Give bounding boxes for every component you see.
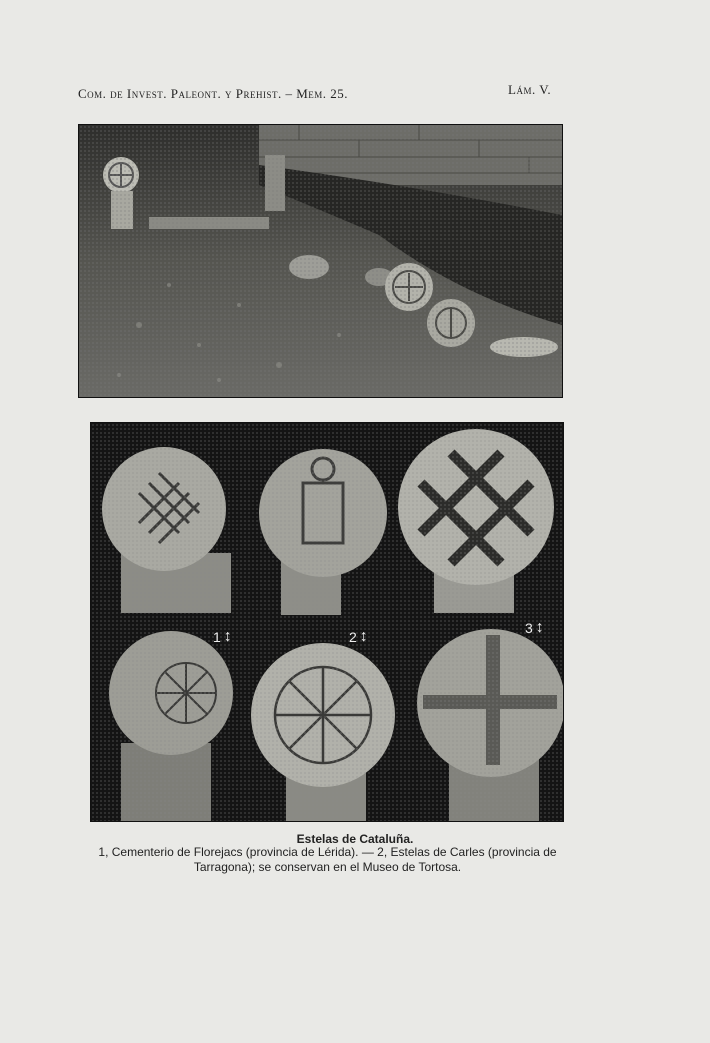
- running-header: Com. de Invest. Paleont. y Prehist. – Mem. 25.: [78, 86, 349, 101]
- plate-number: Lám. V.: [508, 82, 552, 97]
- up-down-arrow-icon: ↕: [535, 619, 544, 636]
- caption-body: 1, Cementerio de Florejacs (provincia de Lérida). — 2, Estelas de Carles (provincia de Tarragona); se conservan en el Museo de Tortosa.: [98, 845, 557, 874]
- stelae-photo-image: [91, 423, 563, 821]
- caption-title: Estelas de Cataluña.: [296, 832, 414, 846]
- marker-number: 2: [349, 629, 357, 645]
- stele-marker-2: [349, 628, 368, 646]
- up-down-arrow-icon: ↕: [223, 628, 232, 645]
- up-down-arrow-icon: ↕: [359, 628, 368, 645]
- stele-marker-3: [525, 619, 544, 637]
- marker-number: 1: [213, 629, 221, 645]
- marker-number: 3: [525, 620, 533, 636]
- stelae-photograph: [90, 422, 564, 822]
- cemetery-photo-image: [79, 125, 562, 397]
- cemetery-photograph: [78, 124, 563, 398]
- stele-marker-1: [213, 628, 232, 646]
